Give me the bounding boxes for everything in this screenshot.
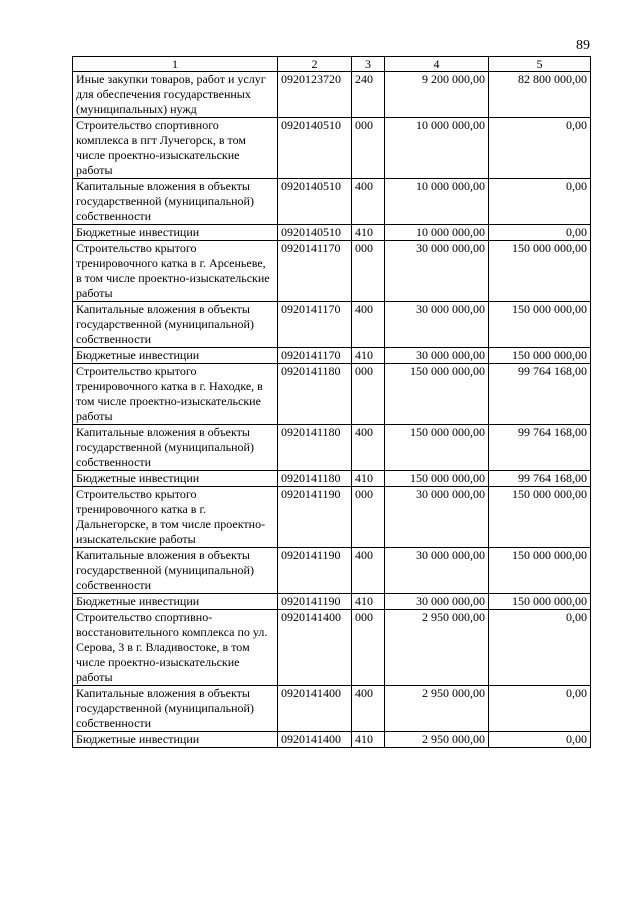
row-type-cell: 000 (352, 610, 385, 686)
row-code-cell: 0920141190 (278, 594, 352, 610)
row-amount-cell: 0,00 (489, 610, 591, 686)
table-row (73, 118, 591, 179)
row-name-cell: Капитальные вложения в объекты государственной (муниципальной) собственности (73, 179, 278, 225)
header-cell-2: 2 (278, 57, 352, 72)
table-row (73, 594, 591, 610)
row-amount-cell: 0,00 (489, 225, 591, 241)
row-code-cell: 0920141180 (278, 471, 352, 487)
row-name-cell: Капитальные вложения в объекты государственной (муниципальной) собственности (73, 425, 278, 471)
table-row (73, 732, 591, 748)
row-amount-cell: 150 000 000,00 (385, 364, 489, 425)
row-type-cell: 400 (352, 686, 385, 732)
row-code-cell: 0920141400 (278, 732, 352, 748)
row-code-cell: 0920140510 (278, 179, 352, 225)
row-code-cell: 0920141170 (278, 302, 352, 348)
header-row (73, 57, 591, 72)
header-cell-3: 3 (352, 57, 385, 72)
row-name-cell: Бюджетные инвестиции (73, 732, 278, 748)
table-row (73, 302, 591, 348)
budget-table (72, 56, 591, 748)
row-amount-cell: 0,00 (489, 179, 591, 225)
row-amount-cell: 2 950 000,00 (385, 686, 489, 732)
table-row (73, 686, 591, 732)
row-amount-cell: 2 950 000,00 (385, 610, 489, 686)
table-row (73, 471, 591, 487)
row-type-cell: 410 (352, 225, 385, 241)
row-name-cell: Иные закупки товаров, работ и услуг для обеспечения государственных (муниципальных) нужд (73, 72, 278, 118)
row-code-cell: 0920141180 (278, 364, 352, 425)
row-name-cell: Капитальные вложения в объекты государственной (муниципальной) собственности (73, 302, 278, 348)
row-amount-cell: 30 000 000,00 (385, 348, 489, 364)
table-row (73, 487, 591, 548)
row-code-cell: 0920141180 (278, 425, 352, 471)
row-name-cell: Бюджетные инвестиции (73, 471, 278, 487)
row-type-cell: 000 (352, 364, 385, 425)
row-type-cell: 410 (352, 594, 385, 610)
table-row (73, 610, 591, 686)
row-type-cell: 400 (352, 425, 385, 471)
row-code-cell: 0920141400 (278, 686, 352, 732)
row-name-cell: Строительство крытого тренировочного катка в г. Дальнегорске, в том числе проектно-изыскательские работы (73, 487, 278, 548)
row-name-cell: Строительство спортивного комплекса в пгт Лучегорск, в том числе проектно-изыскательские работы (73, 118, 278, 179)
row-amount-cell: 10 000 000,00 (385, 179, 489, 225)
row-name-cell: Строительство крытого тренировочного катка в г. Находке, в том числе проектно-изыскательские работы (73, 364, 278, 425)
table-row (73, 548, 591, 594)
table-row (73, 225, 591, 241)
row-amount-cell: 30 000 000,00 (385, 302, 489, 348)
header-cell-4: 4 (385, 57, 489, 72)
row-type-cell: 000 (352, 241, 385, 302)
row-amount-cell: 150 000 000,00 (489, 594, 591, 610)
row-amount-cell: 0,00 (489, 732, 591, 748)
row-type-cell: 410 (352, 348, 385, 364)
table-row (73, 348, 591, 364)
row-code-cell: 0920140510 (278, 225, 352, 241)
row-type-cell: 410 (352, 732, 385, 748)
header-cell-5: 5 (489, 57, 591, 72)
row-amount-cell: 150 000 000,00 (489, 302, 591, 348)
row-amount-cell: 150 000 000,00 (489, 487, 591, 548)
row-type-cell: 400 (352, 179, 385, 225)
row-code-cell: 0920141170 (278, 348, 352, 364)
row-amount-cell: 150 000 000,00 (489, 241, 591, 302)
row-type-cell: 400 (352, 302, 385, 348)
row-amount-cell: 10 000 000,00 (385, 118, 489, 179)
row-code-cell: 0920141190 (278, 548, 352, 594)
row-amount-cell: 99 764 168,00 (489, 364, 591, 425)
row-amount-cell: 82 800 000,00 (489, 72, 591, 118)
row-name-cell: Бюджетные инвестиции (73, 348, 278, 364)
row-name-cell: Капитальные вложения в объекты государственной (муниципальной) собственности (73, 548, 278, 594)
row-type-cell: 240 (352, 72, 385, 118)
row-amount-cell: 150 000 000,00 (489, 348, 591, 364)
row-name-cell: Бюджетные инвестиции (73, 225, 278, 241)
row-name-cell: Бюджетные инвестиции (73, 594, 278, 610)
row-code-cell: 0920123720 (278, 72, 352, 118)
row-name-cell: Строительство крытого тренировочного катка в г. Арсеньеве, в том числе проектно-изыскательские работы (73, 241, 278, 302)
table-row (73, 425, 591, 471)
row-code-cell: 0920141190 (278, 487, 352, 548)
row-type-cell: 400 (352, 548, 385, 594)
row-name-cell: Строительство спортивно-восстановительного комплекса по ул. Серова, 3 в г. Владивостоке, в том числе проектно-изыскательские работы (73, 610, 278, 686)
row-amount-cell: 30 000 000,00 (385, 548, 489, 594)
table-row (73, 364, 591, 425)
row-code-cell: 0920141170 (278, 241, 352, 302)
table-row (73, 179, 591, 225)
table-row (73, 72, 591, 118)
table-row (73, 241, 591, 302)
table-body (73, 72, 591, 748)
row-amount-cell: 0,00 (489, 118, 591, 179)
row-amount-cell: 30 000 000,00 (385, 487, 489, 548)
row-type-cell: 000 (352, 118, 385, 179)
row-amount-cell: 99 764 168,00 (489, 471, 591, 487)
row-amount-cell: 9 200 000,00 (385, 72, 489, 118)
row-type-cell: 000 (352, 487, 385, 548)
row-amount-cell: 99 764 168,00 (489, 425, 591, 471)
row-code-cell: 0920140510 (278, 118, 352, 179)
row-name-cell: Капитальные вложения в объекты государственной (муниципальной) собственности (73, 686, 278, 732)
row-amount-cell: 150 000 000,00 (385, 425, 489, 471)
page-number: 89 (576, 38, 590, 53)
row-amount-cell: 150 000 000,00 (489, 548, 591, 594)
row-amount-cell: 30 000 000,00 (385, 241, 489, 302)
row-amount-cell: 150 000 000,00 (385, 471, 489, 487)
row-amount-cell: 0,00 (489, 686, 591, 732)
row-code-cell: 0920141400 (278, 610, 352, 686)
row-amount-cell: 30 000 000,00 (385, 594, 489, 610)
row-amount-cell: 2 950 000,00 (385, 732, 489, 748)
row-type-cell: 410 (352, 471, 385, 487)
header-cell-1: 1 (73, 57, 278, 72)
row-amount-cell: 10 000 000,00 (385, 225, 489, 241)
